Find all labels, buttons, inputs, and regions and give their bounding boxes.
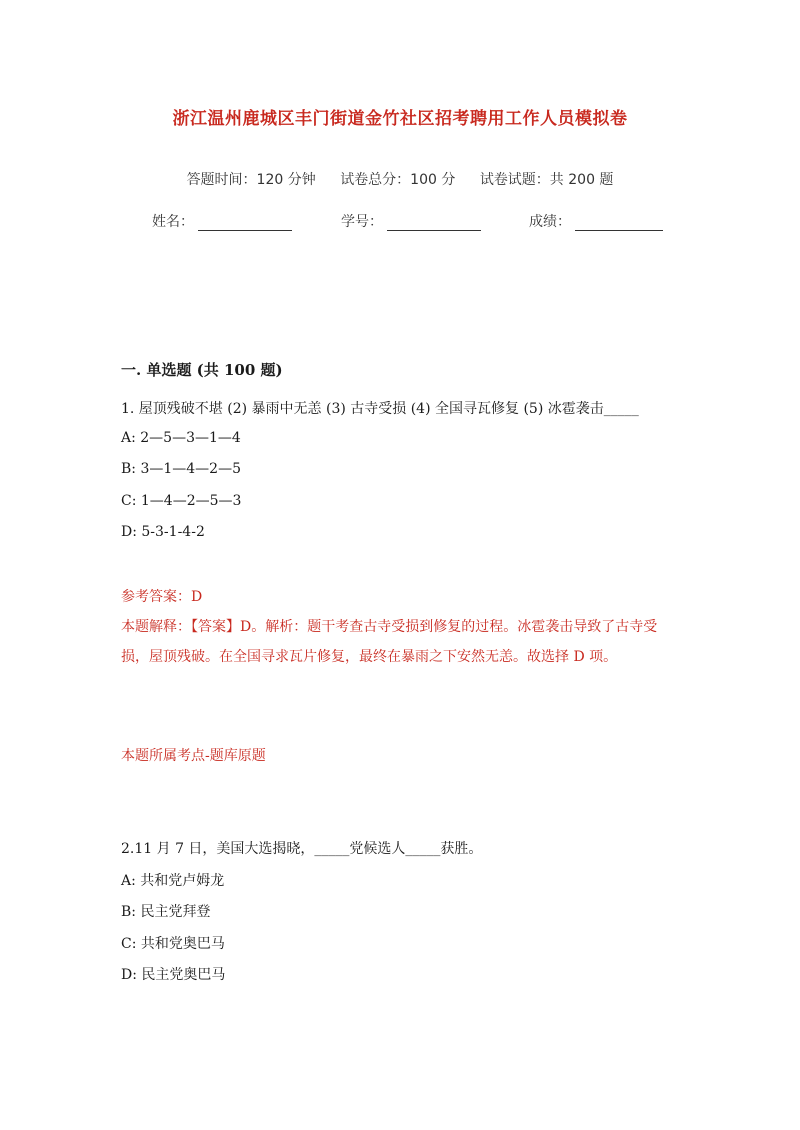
id-label: 学号：	[341, 214, 383, 230]
exam-question-count: 试卷试题：共 200 题	[479, 172, 614, 188]
exam-title: 浙江温州鹿城区丰门街道金竹社区招考聘用工作人员模拟卷	[172, 109, 628, 129]
question-2-option-c[interactable]: C: 共和党奥巴马	[121, 936, 225, 952]
question-2-option-d[interactable]: D: 民主党奥巴马	[121, 967, 226, 983]
question-1-stem: 1. 屋顶残破不堪 (2) 暴雨中无恙 (3) 古寺受损 (4) 全国寻瓦修复 (5) 冰雹袭击_____	[121, 401, 639, 417]
question-1-explanation: 本题解释：【答案】D。解析：题干考查古寺受损到修复的过程。冰雹袭击导致了古寺受损，屋顶残破。在全国寻求瓦片修复，最终在暴雨之下安然无恙。故选择 D 项。	[121, 619, 658, 665]
score-field[interactable]	[529, 211, 663, 231]
exam-time: 答题时间：120 分钟	[186, 172, 316, 188]
question-1-source: 本题所属考点-题库原题	[121, 748, 266, 764]
question-1-option-d[interactable]: D: 5-3-1-4-2	[121, 524, 205, 540]
question-2-option-a[interactable]: A: 共和党卢姆龙	[121, 873, 225, 889]
name-blank[interactable]	[198, 214, 292, 231]
exam-total-score: 试卷总分：100 分	[340, 172, 456, 188]
exam-meta	[0, 169, 800, 189]
score-blank[interactable]	[575, 214, 663, 231]
question-1-option-a[interactable]: A: 2—5—3—1—4	[121, 430, 241, 446]
question-1-option-c[interactable]: C: 1—4—2—5—3	[121, 493, 242, 509]
section-title: 一. 单选题 (共 100 题)	[121, 361, 283, 379]
question-1-option-b[interactable]: B: 3—1—4—2—5	[121, 461, 241, 477]
name-label: 姓名：	[152, 214, 194, 230]
question-1-answer: 参考答案：D	[121, 589, 203, 605]
name-field[interactable]	[152, 211, 292, 231]
id-blank[interactable]	[387, 214, 481, 231]
id-field[interactable]	[341, 211, 481, 231]
question-2-option-b[interactable]: B: 民主党拜登	[121, 904, 211, 920]
score-label: 成绩：	[529, 214, 571, 230]
question-2-stem: 2.11 月 7 日，美国大选揭晓，_____党候选人_____获胜。	[121, 841, 483, 857]
